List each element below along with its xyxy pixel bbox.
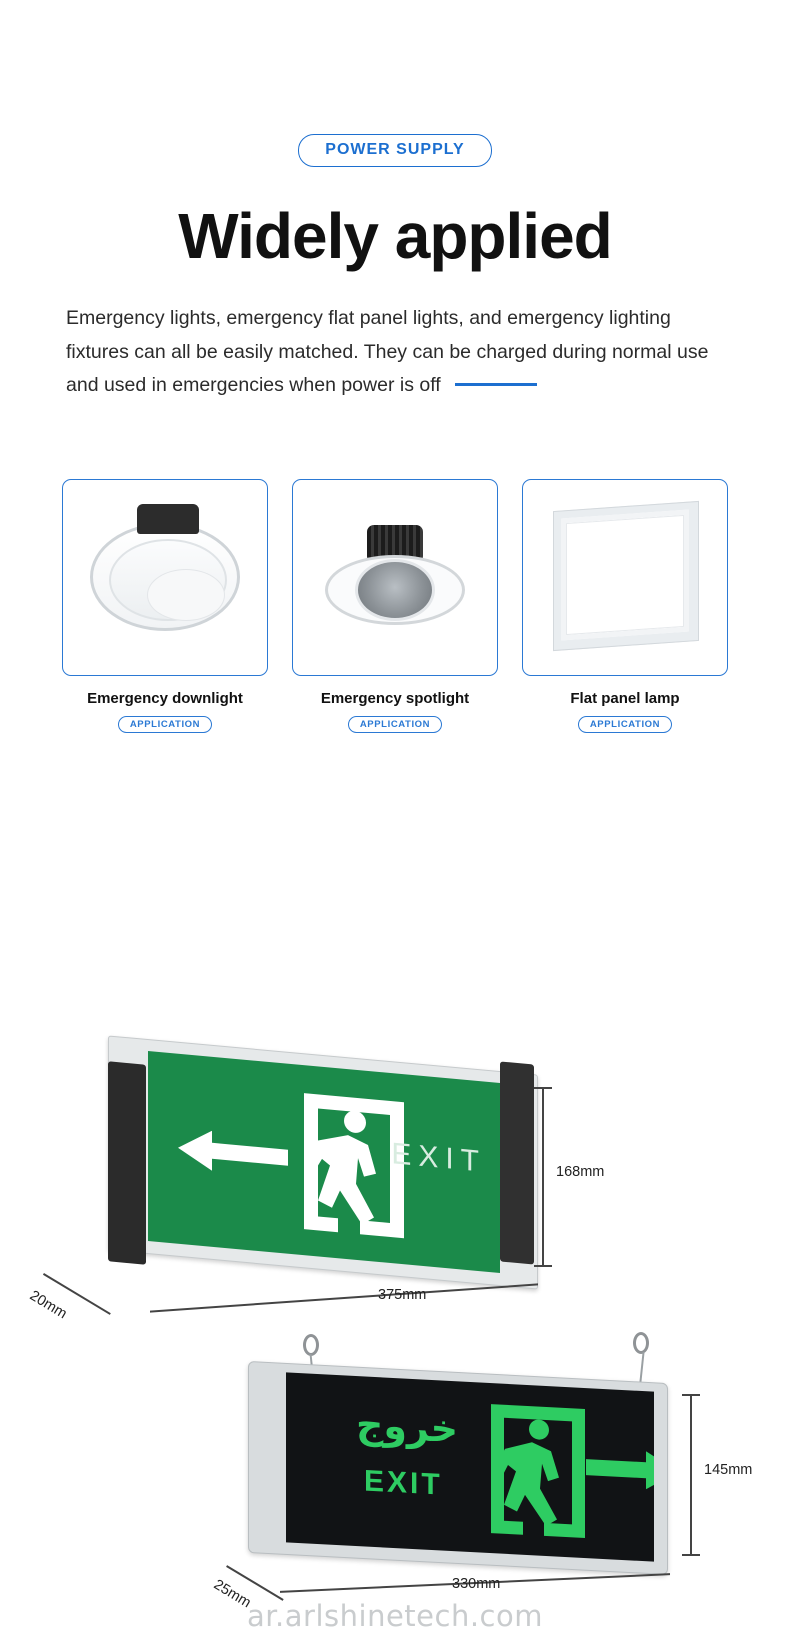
dim-line-height-1 [542,1087,544,1265]
dim-label-width-2: 330mm [452,1576,501,1592]
spotlight-icon [325,529,465,625]
exit-sign-2-figure [0,1324,790,1637]
product-card-downlight[interactable] [62,479,268,734]
right-arrow-icon [586,1448,654,1491]
product-image-flat-panel [522,479,728,676]
dim-line-width-1 [150,1283,538,1312]
downlight-core-icon [147,569,225,621]
product-label: Emergency downlight [87,689,243,707]
intro-paragraph [66,302,724,403]
dim-tick-height-2-top [682,1394,700,1396]
exit-sign-1-left-cap [108,1061,146,1264]
application-tag: APPLICATION [118,716,212,734]
exit-sign-2-arabic-text: خروج [356,1402,459,1452]
exit-sign-1-face [148,1051,500,1273]
dim-label-height-2: 145mm [704,1462,753,1478]
downlight-inner-ring-icon [109,539,227,621]
application-tag: APPLICATION [578,716,672,734]
badge-container [0,134,790,167]
downlight-housing-icon [137,504,199,534]
downlight-icon [90,523,240,631]
product-label: Emergency spotlight [320,689,470,707]
dim-label-depth-2: 25mm [210,1576,254,1612]
dim-label-width-1: 375mm [378,1287,427,1303]
flat-panel-face-icon [561,510,689,641]
hook-right-icon [633,1332,649,1354]
exit-sign-2 [248,1372,668,1564]
intro-text: Emergency lights, emergency flat panel lights, and emergency lighting fixtures can all be easily matched. They can be charged during normal use and used in emergencies when power is off [66,307,709,397]
exit-sign-2-face [286,1372,654,1561]
dim-tick-height-1-top [534,1087,552,1089]
left-arrow-icon [178,1128,288,1178]
hook-left-icon [303,1334,319,1356]
product-image-spotlight [292,479,498,676]
product-card-spotlight[interactable] [292,479,498,734]
spotlight-reflector-icon [355,559,435,621]
watermark: ar.arlshinetech.com [247,1599,543,1633]
dim-tick-height-1-bottom [534,1265,552,1267]
accent-rule [455,383,537,386]
power-supply-badge: POWER SUPPLY [298,134,491,167]
product-label: Flat panel lamp [570,689,680,707]
running-man-exit-icon-2 [486,1399,590,1544]
dim-line-height-2 [690,1394,692,1554]
dim-label-depth-1: 20mm [26,1287,70,1323]
page-title: Widely applied [178,200,612,272]
flat-panel-icon [545,502,705,652]
exit-sign-2-english-text: EXIT [364,1464,443,1502]
product-card-flat-panel[interactable] [522,479,728,734]
dim-tick-height-2-bottom [682,1554,700,1556]
product-image-downlight [62,479,268,676]
product-card-list [0,479,790,734]
exit-sign-1-text: EXIT [391,1137,486,1179]
exit-sign-1-right-cap [500,1061,534,1264]
application-tag: APPLICATION [348,716,442,734]
exit-sign-1 [108,1055,538,1270]
dim-label-height-1: 168mm [556,1164,605,1180]
exit-sign-1-figure [0,1039,790,1349]
